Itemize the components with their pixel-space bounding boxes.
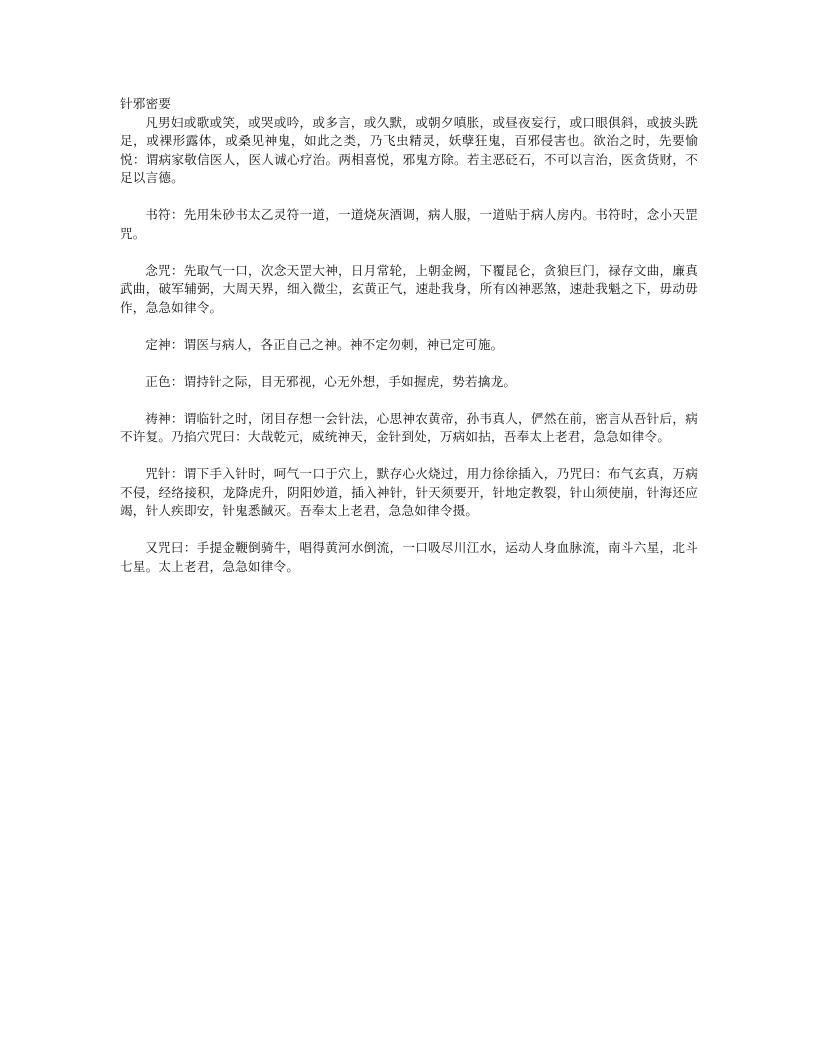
paragraph-intro: 凡男妇或歌或笑，或哭或吟，或多言，或久默，或朝夕嗔胀，或昼夜妄行，或口眼俱斜，或披头跣足，或裸形露体，或桑见神鬼，如此之类，乃飞虫精灵，妖孽狂鬼，百邪侵害也。欲治之时，先要愉悦：谓病家敬信医人，医人诚心疗治。两相喜悦，邪鬼方除。若主恶砭石，不可以言治，医贪货财，不足以言德。 (120, 114, 698, 185)
document-title: 针邪密要 (120, 96, 172, 111)
paragraph-settle-spirit: 定神：谓医与病人，各正自己之神。神不定勿刺，神已定可施。 (145, 336, 504, 352)
paragraph-incantation: 念咒：先取气一口，次念天罡大神，日月常轮，上朝金阙，下覆昆仑，贪狼巨门，禄存文曲，廉真武曲，破军辅弼，大周天界，细入微尘，玄黄正气，速赴我身，所有凶神恶煞，速赴我魁之下，毋动毋作，急急如律令。 (120, 262, 698, 315)
paragraph-needle-spell: 咒针：谓下手入针时，呵气一口于穴上，默存心火烧过，用力徐徐插入，乃咒曰：布气玄真，万病不侵，经络接积，龙降虎升，阴阳妙道，插入神针，针天须要开，针地定教裂，针山须使崩，针海还应竭，针人疾即安，针鬼悉馘灭。吾奉太上老君，急急如律令摄。 (120, 466, 698, 518)
document-body (120, 95, 698, 576)
paragraph-additional-spell: 又咒曰：手提金鞭倒骑牛，唱得黄河水倒流，一口吸尽川江水，运动人身血脉流，南斗六星，北斗七星。太上老君，急急如律令。 (120, 540, 698, 574)
paragraph-prayer: 祷神：谓临针之时，闭目存想一会针法，心思神农黄帝，孙韦真人，俨然在前，密言从吾针后，病不许复。乃掐穴咒曰：大哉乾元，威统神天，金针到处，万病如拈，吾奉太上老君，急急如律令。 (120, 410, 698, 444)
paragraph-correct-demeanor: 正色：谓持针之际，目无邪视，心无外想，手如握虎，势若擒龙。 (145, 373, 517, 389)
paragraph-talisman: 书符：先用朱砂书太乙灵符一道，一道烧灰酒调，病人服，一道贴于病人房内。书符时，念小天罡咒。 (120, 207, 698, 241)
